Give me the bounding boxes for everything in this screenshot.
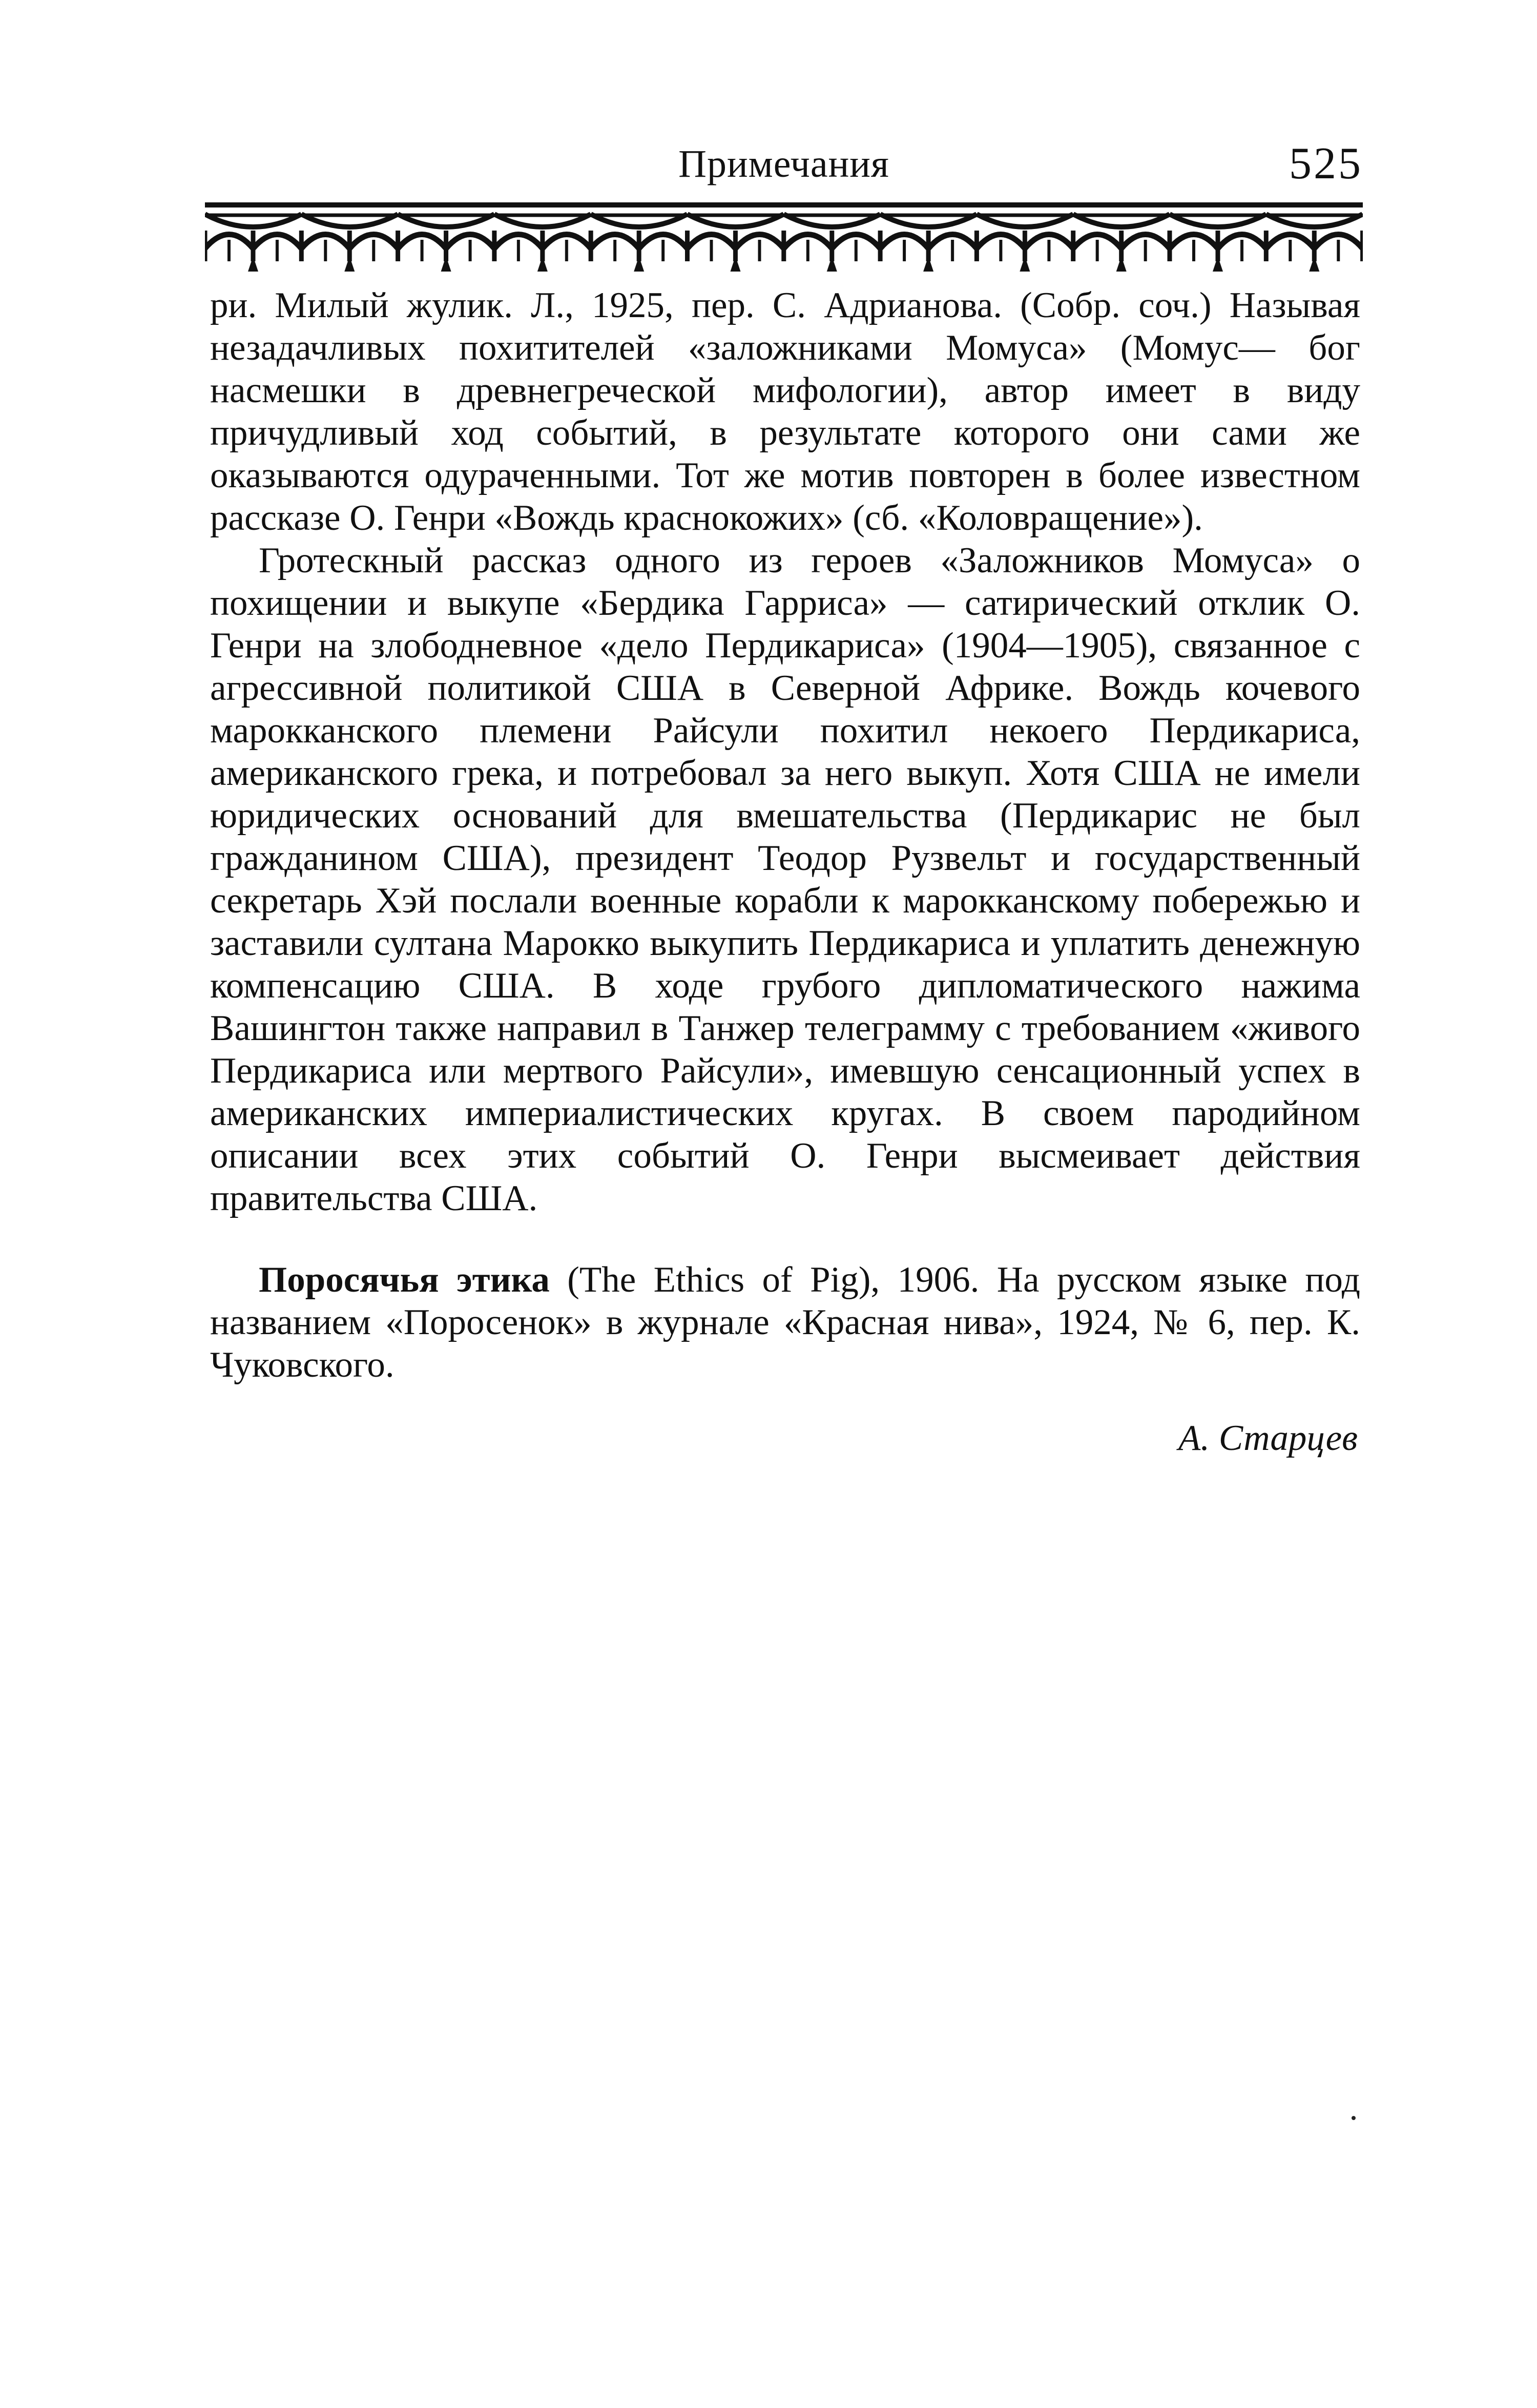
scan-speck bbox=[1352, 2116, 1356, 2120]
entry-text: (The Ethics of Pig), 1906. На русском языке под названием «Поросенок» в журнале «Красная нива», 1924, № 6, пер. К. Чуковского. bbox=[210, 1260, 1361, 1385]
note-paragraph-perdicaris: Гротескный рассказ одного из героев «Заложников Момуса» о похищении и выкупе «Бердика Гарриса» — сатирический отклик О. Генри на злободневное «дело Пердикариса» (1904—1905), связанное с агрессивной политикой США в Северной Африке. Вождь кочевого марокканского племени Райсули похитил некоего Пердикариса, американского грека, и потребовал за него выкуп. Хотя США не имели юридических оснований для вмешательства (Пердикарис не был гражданином США), президент Теодор Рузвельт и государственный секретарь Хэй послали военные корабли к марокканскому побережью и заставили султана Марокко выкупить Пердикариса и уплатить денежную компенсацию США. В ходе грубого дипломатического нажима Вашингтон также направил в Танжер телеграмму с требованием «живого Пердикариса или мертвого Райсули», имевшую сенсационный успех в американских империалистических кругах. В своем пародийном описании всех этих событий О. Генри высмеивает действия правительства США. bbox=[210, 541, 1360, 1218]
note-paragraph-continued: ри. Милый жулик. Л., 1925, пер. С. Адрианова. (Собр. соч.) Называя незадачливых похитителей «заложниками Момуса» (Момус— бог насмешки в древнегреческой мифологии), автор имеет в виду причудливый ход событий, в результате которого они сами же оказываются одураченными. Тот же мотив повторен в более известном рассказе О. Генри «Вождь краснокожих» (сб. «Коловращение»). bbox=[210, 285, 1360, 538]
author-signature: А. Старцев bbox=[1178, 1418, 1358, 1458]
ornamental-border bbox=[205, 200, 1363, 277]
section-title: Примечания bbox=[678, 142, 889, 185]
page-number: 525 bbox=[1289, 139, 1363, 189]
note-entry-ethics-of-pig bbox=[210, 1259, 1360, 1386]
notes-body bbox=[210, 284, 1360, 1460]
running-header bbox=[205, 136, 1363, 192]
entry-title: Поросячья этика bbox=[259, 1260, 550, 1300]
